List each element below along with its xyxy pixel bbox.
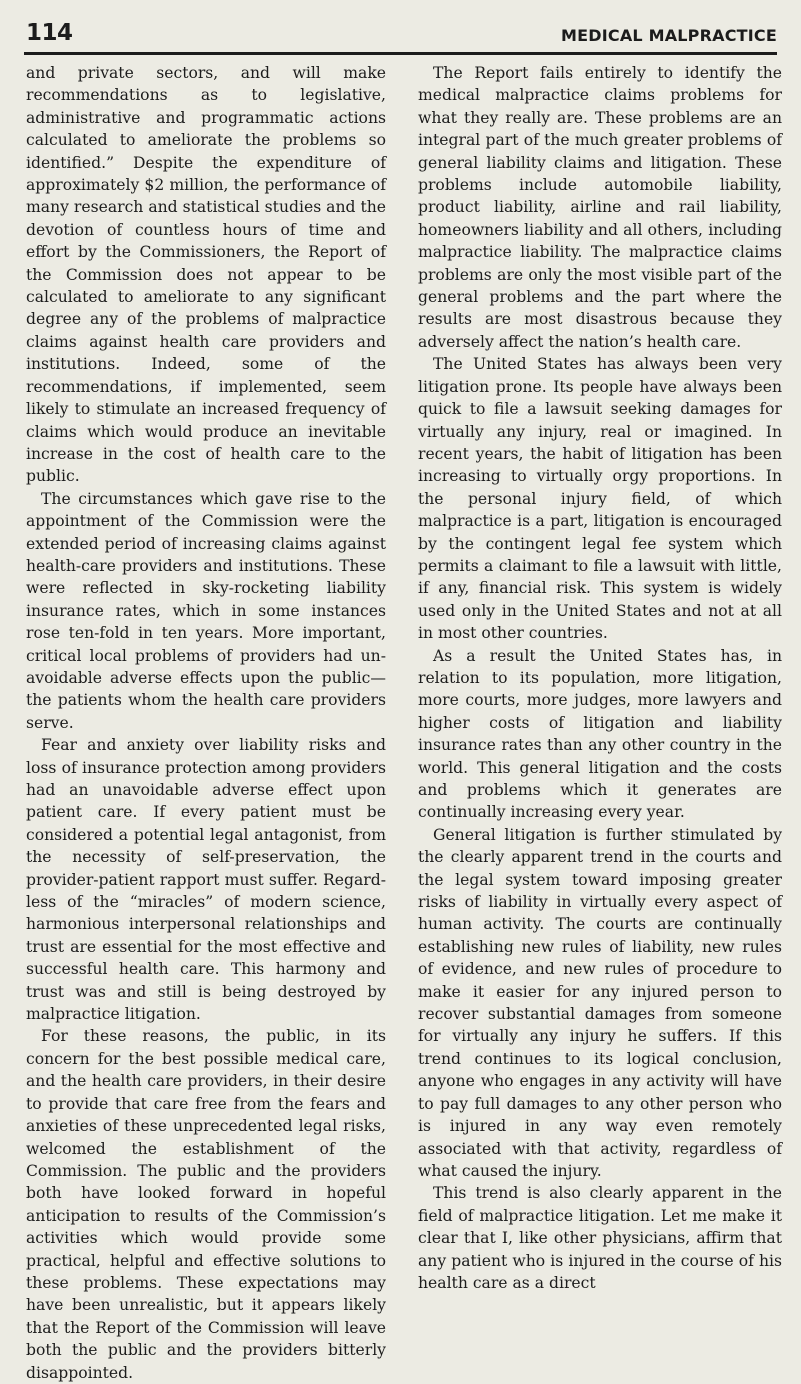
page-header — [24, 16, 777, 56]
paragraph: For these reasons, the public, in its concern for the best possible medical care, and the health care providers, in their desire to provide that care free from the fears and anxieties of these unprecedented legal risks, welcomed the establishment of the Commission. The public and the providers both have looked forward in hopeful anticipation to results of the Commission’s activities which would provide some practical, helpful and effective solutions to these problems. These expectations may have been unrealistic, but it appears likely that the Report of the Commission will leave both the public and the providers bitterly disappointed. — [26, 1027, 386, 1382]
paragraph: The United States has always been very litigation prone. Its people have always been quick to file a lawsuit seeking damages for virtually any injury, real or imagined. In recent years, the habit of litigation has been increasing to virtually orgy proportions. In the personal injury field, of which malpractice is a part, litigation is encouraged by the contingent legal fee system which permits a claimant to file a lawsuit with little, if any, financial risk. This system is widely used only in the United States and not at all in most other countries. — [418, 355, 782, 643]
paragraph: This trend is also clearly apparent in the field of malpractice litigation. Let me make it clear that I, like other physicians, affirm that any patient who is injured in the course of his health care as a direct — [418, 1184, 782, 1292]
left-column — [26, 62, 386, 1384]
running-head: MEDICAL MALPRACTICE — [561, 26, 777, 45]
paragraph: and private sectors, and will make recommendations as to legislative, administrative and programmatic actions calculated to ameliorate the problems so identified.” Despite the expenditure of approximately $2 million, the performance of many research and statistical studies and the devotion of countless hours of time and effort by the Commissioners, the Report of the Commission does not appear to be calculated to ameliorate to any significant degree any of the problems of malpractice claims against health care providers and institutions. Indeed, some of the recommendations, if implemented, seem likely to stimulate an increased frequency of claims which would produce an inevitable increase in the cost of health care to the public. — [26, 64, 386, 486]
header-rule — [24, 52, 777, 55]
paragraph: The Report fails entirely to identify the medical malpractice claims problems for what they really are. These problems are an integral part of the much greater problems of general liability claims and litigation. These problems include automobile liability, product liability, airline and rail liability, homeowners liability and all others, including malpractice liability. The malpractice claims problems are only the most visible part of the general problems and the part where the results are most disastrous because they adversely affect the nation’s health care. — [418, 64, 782, 351]
paragraph: As a result the United States has, in relation to its population, more litigation, more courts, more judges, more lawyers and higher costs of litigation and liability insurance rates than any other country in the world. This general litigation and the costs and problems which it generates are continually increasing every year. — [418, 646, 782, 822]
paragraph: General litigation is further stimulated by the clearly apparent trend in the courts and the legal system toward imposing greater risks of liability in virtually every aspect of human activity. The courts are continually establishing new rules of liability, new rules of evidence, and new rules of procedure to make it easier for any injured person to recover substantial damages from someone for virtually any injury he suffers. If this trend continues to its logical conclusion, anyone who engages in any activity will have to pay full damages to any other person who is injured in any way even remotely associated with that activity, regardless of what caused the injury. — [418, 825, 782, 1180]
page-number: 114 — [26, 20, 73, 46]
paragraph: Fear and anxiety over liability risks and loss of insurance protection among providers had an unavoidable adverse effect upon patient care. If every patient must be considered a potential legal antagonist, from the necessity of self-preservation, the provider-patient rapport must suffer. Regardless of the “miracles” of modern science, harmonious interpersonal relationships and trust are essential for the most effective and successful health care. This harmony and trust was and still is being destroyed by malpractice litigation. — [26, 736, 386, 1024]
paragraph: The circumstances which gave rise to the appointment of the Commission were the extended period of increasing claims against health-care providers and institutions. These were reflected in sky-rocketing liability insurance rates, which in some instances rose ten-fold in ten years. More important, critical local problems of providers had unavoidable adverse effects upon the public—the patients whom the health care providers serve. — [26, 489, 386, 732]
right-column — [418, 62, 782, 1294]
